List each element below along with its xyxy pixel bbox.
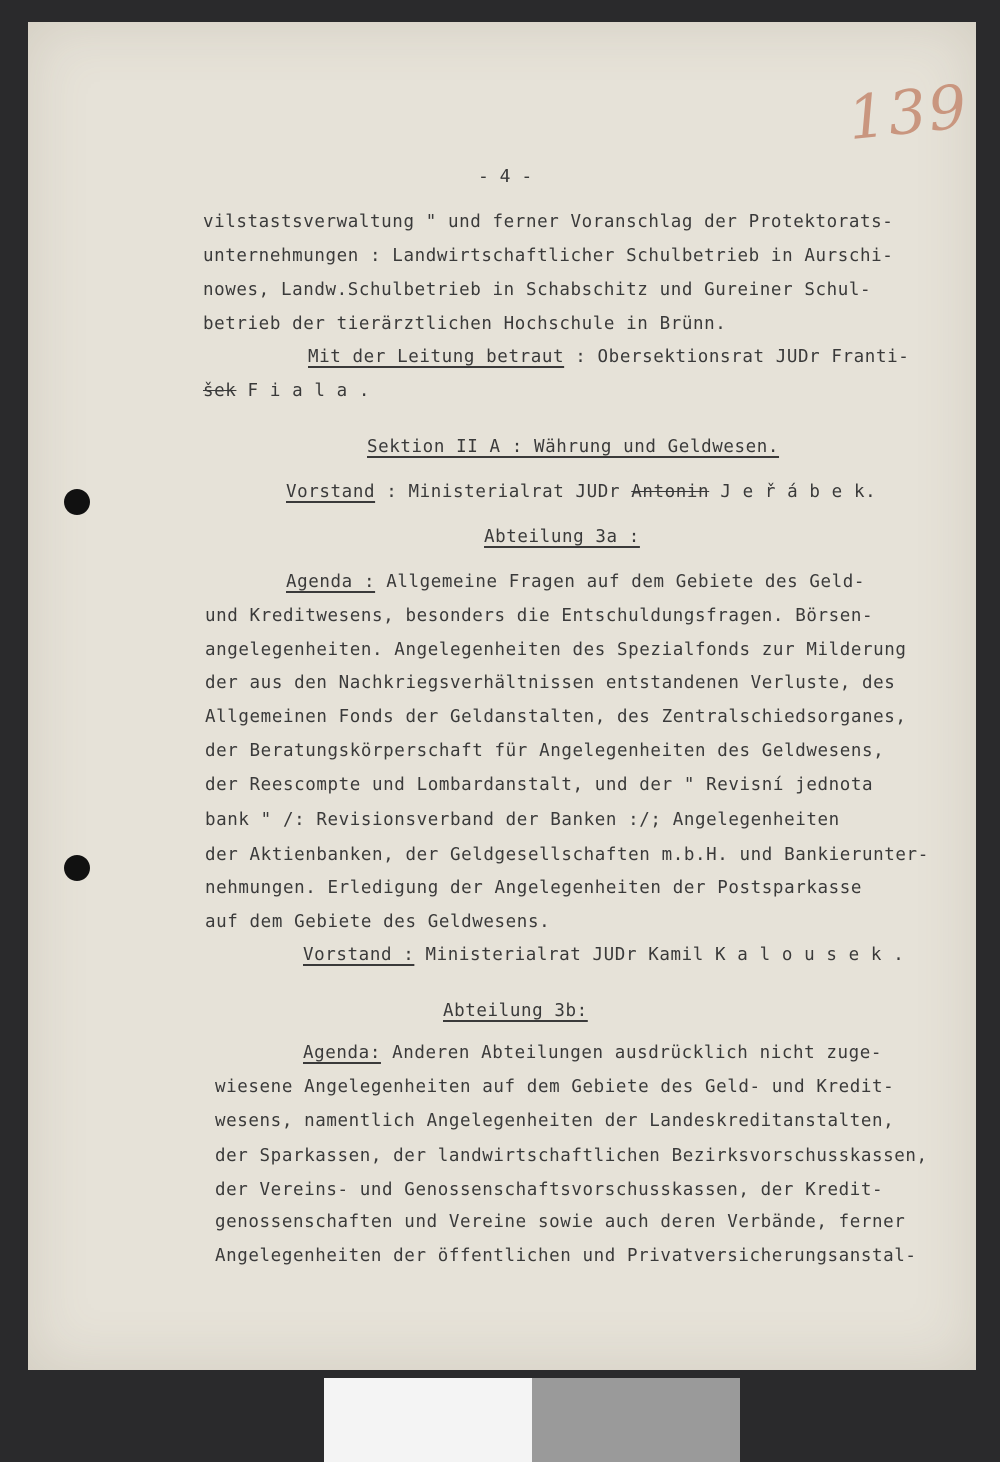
- vorstand-title: Ministerialrat JUDr Kamil K a l o u s e k .: [414, 945, 905, 965]
- text-line: bank " /: Revisionsverband der Banken :/; Angelegenheiten: [205, 810, 840, 830]
- surname: J e ř á b e k.: [720, 482, 877, 502]
- text-line: nowes, Landw.Schulbetrieb in Schabschitz und Gureiner Schul-: [203, 280, 872, 300]
- abteilung-3b-heading: Abteilung 3b:: [443, 1001, 588, 1021]
- text-line: der Aktienbanken, der Geldgesellschaften m.b.H. und Bankierunter-: [205, 845, 929, 865]
- text-line: genossenschaften und Vereine sowie auch deren Verbände, ferner: [215, 1212, 906, 1232]
- color-calibration-strip: [324, 1378, 740, 1462]
- punch-hole-bottom: [64, 855, 90, 881]
- text-line: angelegenheiten. Angelegenheiten des Spezialfonds zur Milderung: [205, 640, 907, 660]
- vorstand-line-1: [286, 482, 876, 502]
- text-line: der Sparkassen, der landwirtschaftlichen Bezirksvorschusskassen,: [215, 1146, 928, 1166]
- agenda-3a-first-line: [286, 572, 865, 592]
- text-line: wesens, namentlich Angelegenheiten der Landeskreditanstalten,: [215, 1111, 895, 1131]
- text-line: der Reescompte und Lombardanstalt, und der " Revisní jednota: [205, 775, 874, 795]
- white-swatch: [324, 1378, 532, 1462]
- leitung-continuation: [203, 381, 370, 401]
- vorstand-line-2: [303, 945, 904, 965]
- leitung-surname: F i a l a .: [236, 381, 371, 401]
- text-line: und Kreditwesens, besonders die Entschuldungsfragen. Börsen-: [205, 606, 874, 626]
- section-title: Sektion II A : Währung und Geldwesen.: [367, 437, 780, 457]
- agenda-text: Anderen Abteilungen ausdrücklich nicht zuge-: [380, 1043, 883, 1063]
- text-line: der Beratungskörperschaft für Angelegenheiten des Geldwesens,: [205, 741, 885, 761]
- page-number: - 4 -: [478, 166, 533, 187]
- punch-hole-top: [64, 489, 90, 515]
- text-line: Allgemeinen Fonds der Geldanstalten, des Zentralschiedsorganes,: [205, 707, 907, 727]
- leitung-rest: : Obersektionsrat JUDr Franti-: [564, 347, 910, 367]
- text-line: der aus den Nachkriegsverhältnissen entstandenen Verluste, des: [205, 673, 896, 693]
- text-line: unternehmungen : Landwirtschaftlicher Schulbetrieb in Aurschi-: [203, 246, 894, 266]
- agenda-text: Allgemeine Fragen auf dem Gebiete des Geld-: [375, 572, 866, 592]
- agenda-3b-first-line: [303, 1043, 882, 1063]
- text-line: der Vereins- und Genossenschaftsvorschusskassen, der Kredit-: [215, 1180, 884, 1200]
- leitung-line: [308, 347, 909, 367]
- agenda-label: Agenda:: [303, 1043, 381, 1063]
- first-name: Antonin: [631, 482, 710, 502]
- agenda-label: Agenda :: [286, 572, 376, 592]
- abteilung-3a-heading: Abteilung 3a :: [484, 527, 640, 547]
- text-line: betrieb der tierärztlichen Hochschule in Brünn.: [203, 314, 727, 334]
- text-line: vilstastsverwaltung " und ferner Voranschlag der Protektorats-: [203, 212, 894, 232]
- vorstand-label: Vorstand: [286, 482, 376, 502]
- text-line: auf dem Gebiete des Geldwesens.: [205, 912, 551, 932]
- leitung-label: Mit der Leitung betraut: [308, 347, 565, 367]
- vorstand-label: Vorstand :: [303, 945, 415, 965]
- text-line: nehmungen. Erledigung der Angelegenheiten der Postsparkasse: [205, 878, 863, 898]
- vorstand-title: : Ministerialrat JUDr: [375, 482, 632, 502]
- handwritten-folio-number: 139: [844, 71, 972, 155]
- struck-text: šek: [203, 381, 237, 401]
- text-line: Angelegenheiten der öffentlichen und Privatversicherungsanstal-: [215, 1246, 917, 1266]
- text-line: wiesene Angelegenheiten auf dem Gebiete des Geld- und Kredit-: [215, 1077, 895, 1097]
- gray-swatch: [532, 1378, 740, 1462]
